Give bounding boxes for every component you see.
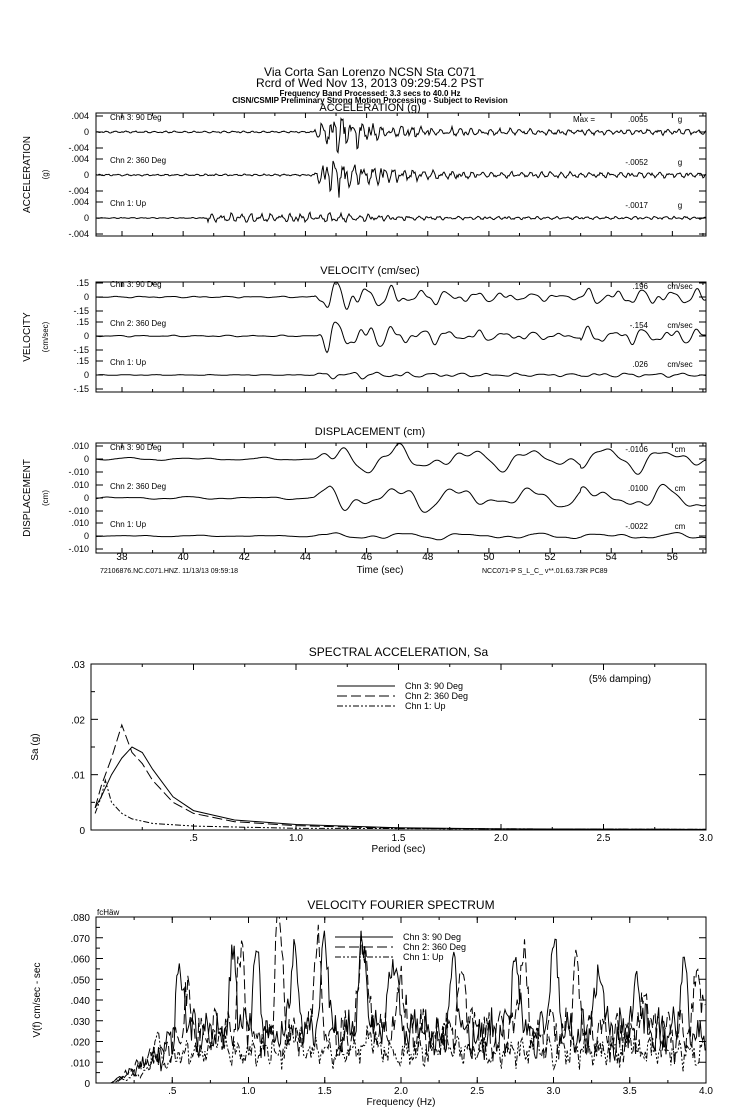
channel-trace [96,212,706,222]
x-tick-label: 48 [422,552,434,563]
x-tick-label: 50 [483,552,495,563]
panel-frame [96,443,706,553]
y-tick-label: .010 [71,518,89,528]
x-tick-label: 3.5 [622,1086,637,1097]
channel-trace [96,161,706,198]
chart-title: VELOCITY FOURIER SPECTRUM [307,898,495,912]
channel-max-value: .026 [632,360,648,369]
footer-record-id: 72106876.NC.C071.HNZ. 11/13/13 09:59:18 [100,568,239,575]
channel-max-value: -.154 [629,321,648,330]
x-axis-label: Time (sec) [356,565,404,576]
y-tick-label: .02 [71,715,85,727]
panel-y-axis-label: DISPLACEMENT [22,459,33,537]
channel-max-value: .0100 [627,484,648,493]
y-tick-label: .010 [71,480,89,490]
y-axis-label: Sa (g) [30,733,41,761]
channel-max-unit: cm/sec [667,282,693,291]
channel-label: Chn 1: Up [110,199,147,208]
y-tick-label: 0 [83,331,89,341]
x-tick-label: 54 [605,552,617,563]
y-tick-label: -.010 [68,467,89,477]
y-tick-label: -.15 [73,306,89,316]
channel-trace [96,533,706,540]
x-tick-label: 4.0 [699,1086,713,1097]
chart-frame [91,664,706,830]
x-tick-label: 1.5 [391,833,406,844]
panel-y-axis-label: ACCELERATION [22,135,33,214]
header-frequency-band: Frequency Band Processed: 3.3 secs to 40.0 Hz [279,89,461,98]
x-tick-label: 3.0 [546,1086,561,1097]
y-tick-label: -.004 [68,143,89,153]
y-tick-label: -.004 [68,229,89,239]
channel-max-value: -.0052 [625,158,648,167]
x-tick-label: 1.0 [241,1086,256,1097]
y-tick-label: 0 [83,292,89,302]
y-tick-label: -.15 [73,384,89,394]
channel-max-unit: cm [674,522,686,531]
legend-label: Chn 1: Up [403,952,444,962]
channel-trace [96,372,706,379]
legend-label: Chn 3: 90 Deg [403,932,462,942]
y-tick-label: .004 [71,154,89,164]
x-tick-label: 2.5 [596,833,611,844]
series-line-dashdot [95,780,706,829]
legend-label: Chn 1: Up [405,701,446,711]
x-tick-label: 40 [177,552,189,563]
channel-label: Chn 1: Up [110,358,147,367]
channel-label: Chn 2: 360 Deg [110,482,167,491]
y-tick-label: .080 [70,913,90,924]
y-tick-label: .020 [70,1037,90,1049]
channel-label: Chn 3: 90 Deg [110,280,162,289]
y-tick-label: 0 [83,454,89,464]
chart-title: SPECTRAL ACCELERATION, Sa [308,645,489,659]
channel-label: Chn 2: 360 Deg [110,156,167,165]
y-tick-label: 0 [83,213,89,223]
y-tick-label: .15 [76,356,89,366]
x-tick-label: 46 [361,552,373,563]
channel-max-value: -.0022 [625,522,648,531]
footer-processing-id: NCC071-P S_L_C_ v**.01.63.73R PC89 [482,568,608,575]
y-tick-label: 0 [83,493,89,503]
channel-trace [96,282,706,310]
channel-max-unit: cm/sec [667,321,693,330]
y-tick-label: .004 [71,197,89,207]
header-processing-note: CISN/CSMIP Preliminary Strong Motion Processing - Subject to Revision [232,96,508,105]
channel-max-unit: g [677,201,683,210]
x-axis-label: Period (sec) [371,844,426,855]
x-tick-label: 44 [299,552,312,563]
panel-y-unit-label: (cm) [41,490,50,506]
channel-label: Chn 3: 90 Deg [110,113,162,122]
y-tick-label: .030 [70,1016,90,1028]
y-tick-label: .010 [71,441,89,451]
channel-trace [96,119,706,153]
y-tick-label: .010 [70,1058,90,1070]
x-tick-label: 42 [238,552,250,563]
x-tick-label: .5 [189,833,198,844]
y-tick-label: -.010 [68,506,89,516]
y-tick-label: 0 [83,370,89,380]
channel-max-value: .196 [632,282,648,291]
channel-max-unit: cm/sec [667,360,693,369]
channel-max-unit: g [677,115,683,124]
channel-label: Chn 2: 360 Deg [110,319,167,328]
y-tick-label: .060 [70,954,90,966]
channel-max-value: .0055 [627,115,648,124]
max-prefix-label: Max = [572,115,595,124]
channel-trace [96,322,706,352]
y-tick-label: .040 [70,996,90,1007]
panel-title: DISPLACEMENT (cm) [314,426,426,438]
header-station: Via Corta San Lorenzo NCSN Sta C071 [264,65,476,79]
channel-max-value: -.0017 [625,201,648,210]
series-line-solid [95,747,706,829]
legend-label: Chn 3: 90 Deg [405,681,464,691]
panel-y-unit-label: (cm/sec) [41,321,50,353]
y-tick-label: 0 [84,1079,90,1090]
x-tick-label: 56 [666,552,678,563]
y-tick-label: -.15 [73,345,89,355]
y-tick-label: 0 [83,127,89,137]
channel-label: Chn 3: 90 Deg [110,443,162,452]
x-tick-label: 1.0 [289,833,303,844]
y-tick-label: -.010 [68,544,89,554]
panel-y-axis-label: VELOCITY [22,312,33,362]
y-tick-label: .070 [70,933,90,945]
channel-trace [96,484,706,512]
y-tick-label: .15 [76,278,89,288]
damping-annotation: (5% damping) [588,674,652,685]
x-tick-label: 3.0 [699,833,713,844]
channel-label: Chn 1: Up [110,520,147,529]
channel-max-unit: cm [674,484,686,493]
channel-max-unit: cm [674,445,686,454]
x-tick-label: 52 [544,552,556,563]
y-tick-label: 0 [79,826,85,837]
y-tick-label: 0 [83,531,89,541]
x-tick-label: 38 [116,552,128,563]
channel-trace [96,444,706,475]
panel-y-unit-label: (g) [41,169,50,180]
legend-label: Chn 2: 360 Deg [405,691,469,701]
y-tick-label: .01 [71,770,85,782]
header-record-time: Rcrd of Wed Nov 13, 2013 09:29:54.2 PST [256,76,484,90]
x-tick-label: 2.0 [394,1086,408,1097]
x-tick-label: 2.0 [494,833,508,844]
y-tick-label: .15 [76,317,89,327]
channel-max-unit: g [677,158,683,167]
x-axis-label: Frequency (Hz) [366,1097,436,1108]
panel-title: VELOCITY (cm/sec) [320,265,420,277]
x-tick-label: 2.5 [470,1086,485,1097]
y-axis-label: V(f) cm/sec - sec [32,962,43,1038]
x-tick-label: .5 [168,1086,177,1097]
y-tick-label: .050 [70,975,90,987]
legend-label: Chn 2: 360 Deg [403,942,467,952]
corner-label: fcHäw [97,908,120,917]
channel-max-value: -.0106 [625,445,648,454]
y-tick-label: .004 [71,111,89,121]
panel-title: ACCELERATION (g) [319,102,421,114]
x-tick-label: 1.5 [317,1086,332,1097]
series-line-dashed [95,725,706,830]
y-tick-label: .03 [71,660,85,671]
y-tick-label: -.004 [68,186,89,196]
y-tick-label: 0 [83,170,89,180]
